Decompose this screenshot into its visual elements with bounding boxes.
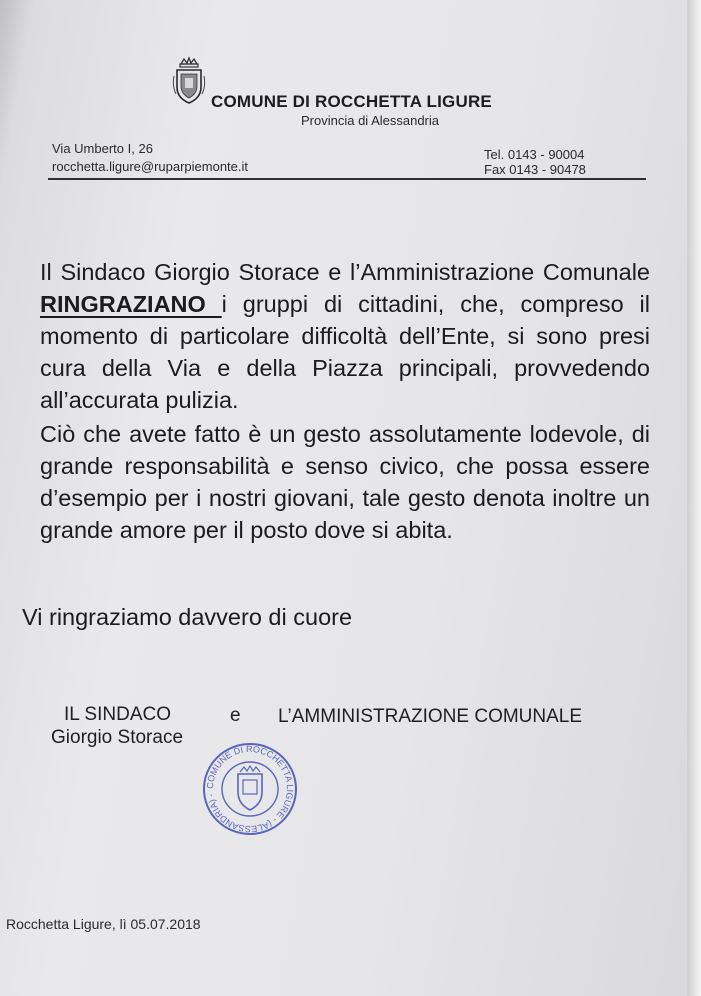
province-subtitle: Provincia di Alessandria <box>300 113 440 128</box>
paragraph-praise: Ciò che avete fatto è un gesto assolutamente lodevole, di grande responsabilità e senso civico, che possa essere d’esempio per i nostri giovani, tale gesto denota inoltre un grande amore per il posto dove si abita. <box>40 421 650 543</box>
signature-administration: L’AMMINISTRAZIONE COMUNALE <box>278 706 583 727</box>
address-line: Via Umberto I, 26 <box>52 141 153 156</box>
paragraph-thanks <box>40 256 650 416</box>
stamp-text: COMUNE DI ROCCHETTA LIGURE - (ALESSANDRIA) - <box>204 743 296 835</box>
official-stamp-icon <box>200 740 300 838</box>
date-line: Rocchetta Ligure, lì 05.07.2018 <box>6 916 201 932</box>
paragraph-thanks-start: Il Sindaco Giorgio Storace e l’Amministrazione Comunale <box>40 259 650 285</box>
signature-title: IL SINDACO <box>64 704 171 725</box>
letter-body <box>40 256 650 546</box>
phone-line: Tel. 0143 - 90004 <box>484 147 585 162</box>
email-line: rocchetta.ligure@ruparpiemonte.it <box>52 159 249 174</box>
paragraph-thanks-end: i gruppi di cittadini, che, compreso il momento di particolare difficoltà dell’Ente, si sono presi cura della Via e della Piazza principali, provvedendo all’accurata pulizia. <box>40 291 650 413</box>
thanks-emphasis: RINGRAZIANO <box>40 291 222 317</box>
paper-edge <box>687 0 701 996</box>
fax-line: Fax 0143 - 90478 <box>484 162 586 177</box>
municipal-crest-icon <box>172 56 206 106</box>
closing-line: Vi ringraziamo davvero di cuore <box>22 604 353 630</box>
signature-name: Giorgio Storace <box>51 727 184 748</box>
municipality-title: COMUNE DI ROCCHETTA LIGURE <box>211 92 492 111</box>
letterhead-divider <box>48 178 646 180</box>
signature-conjunction: e <box>230 705 241 726</box>
